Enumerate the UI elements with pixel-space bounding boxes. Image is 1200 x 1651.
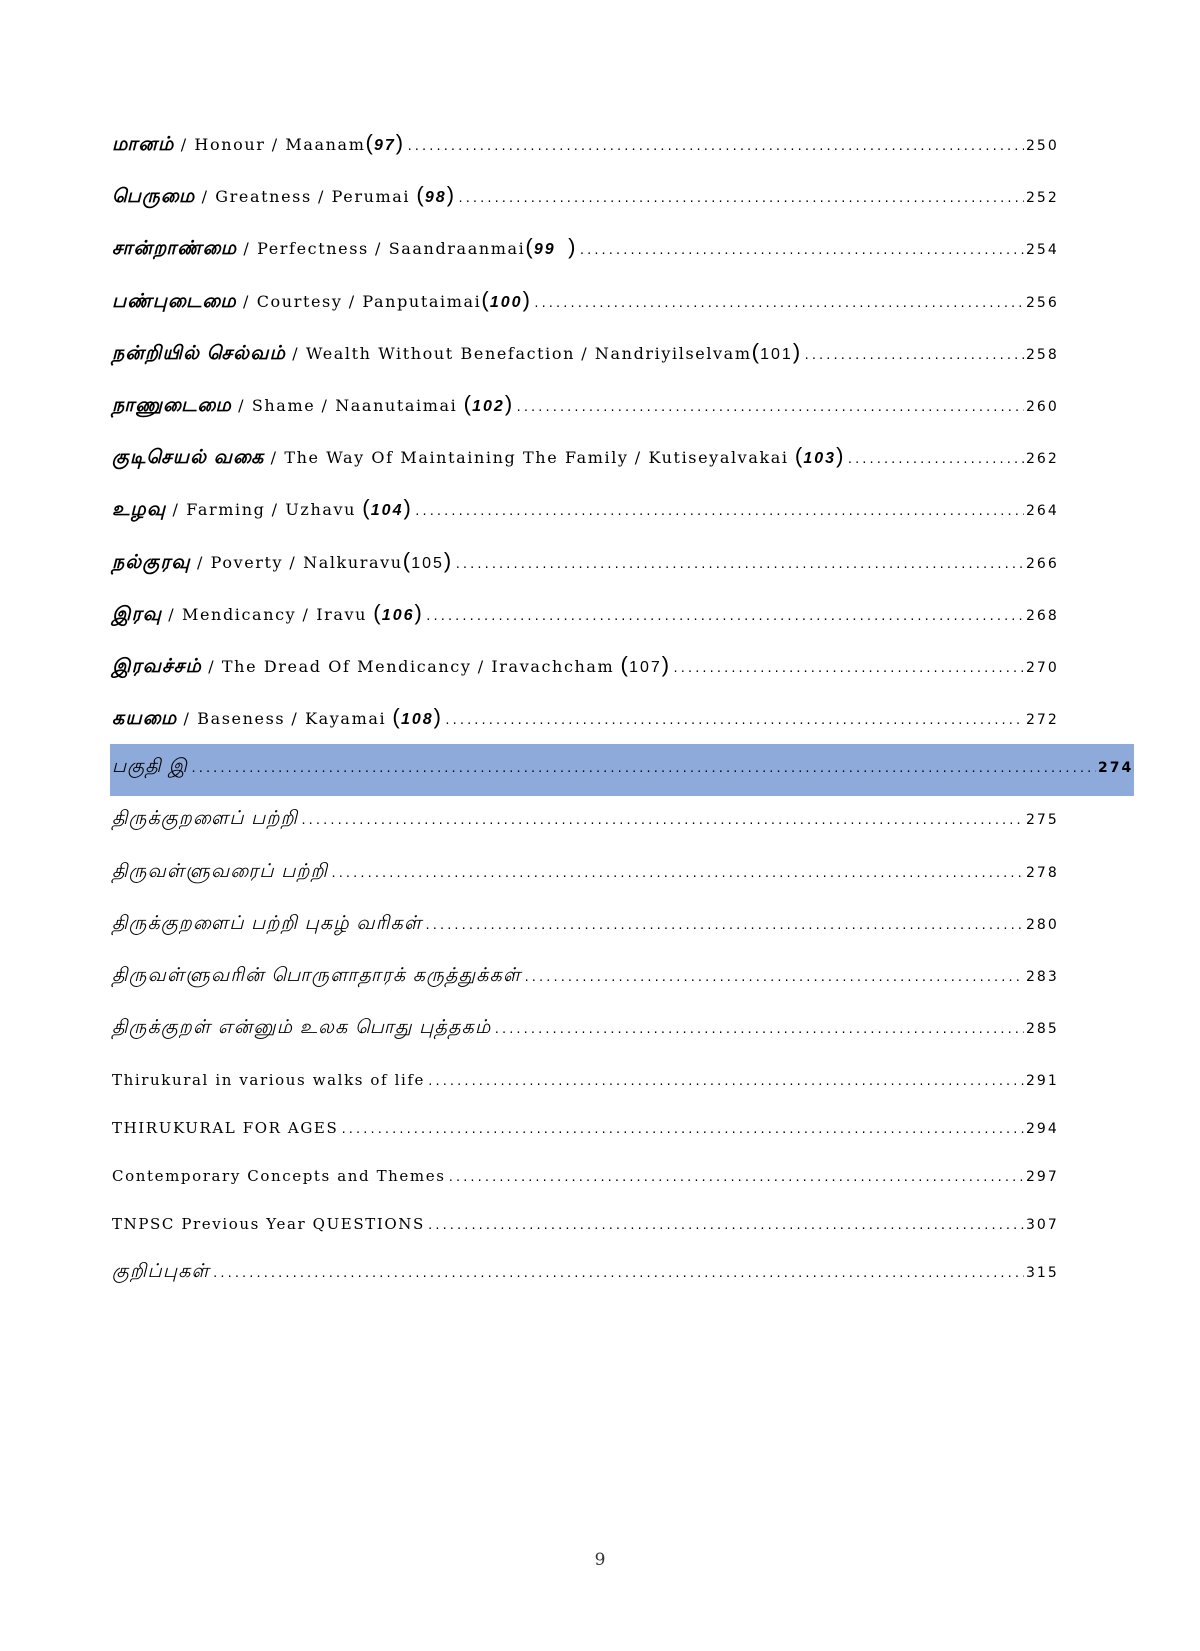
toc-appendix-entry[interactable] [112, 953, 1062, 1005]
toc-entry-title: இரவு / Mendicancy / Iravu (106) [112, 599, 424, 625]
english-title: Perfectness [257, 239, 369, 259]
dot-leader [494, 1023, 1024, 1036]
toc-appendix-entry[interactable] [112, 1005, 1062, 1057]
english-title: Farming [186, 500, 266, 520]
tamil-title: குடிசெயல் வகை [112, 447, 265, 469]
page-number: 268 [1026, 607, 1059, 624]
appendix-title: திருவள்ளுவரின் பொருளாதாரக் கருத்துக்கள் [112, 965, 522, 986]
toc-entry-99[interactable] [112, 222, 1062, 274]
toc-entry-title: குடிசெயல் வகை / The Way Of Maintaining The Family / Kutiseyalvakai (103) [112, 443, 845, 469]
english-title: Poverty [210, 552, 284, 572]
chapter-number: 108 [400, 711, 434, 729]
toc-appendix-entry[interactable] [112, 1249, 1062, 1301]
dot-leader [444, 714, 1024, 727]
chapter-number: 100 [489, 293, 523, 311]
dot-leader [448, 1171, 1024, 1184]
english-title: The Way Of Maintaining The Family [284, 448, 629, 468]
tamil-title: மானம் [112, 134, 175, 155]
dot-leader [427, 1075, 1024, 1088]
appendix-title: TNPSC Previous Year QUESTIONS [112, 1215, 425, 1234]
toc-entry-title: பண்புடைமை / Courtesy / Panputaimai(100) [112, 286, 532, 312]
toc-appendix-entry[interactable] [112, 849, 1062, 901]
page-number: 275 [1026, 812, 1059, 829]
page-number: 260 [1026, 398, 1059, 415]
toc-entry-102[interactable] [112, 379, 1062, 431]
toc-entry-107[interactable] [112, 640, 1062, 692]
toc-entry-title: கயமை / Baseness / Kayamai (108) [112, 704, 443, 730]
toc-entry-105[interactable] [112, 536, 1062, 588]
english-title: Shame [251, 395, 316, 415]
page-number: 315 [1026, 1265, 1059, 1282]
english-title: Courtesy [256, 291, 343, 311]
page-number: 252 [1026, 190, 1059, 207]
transliteration: Maanam [285, 135, 366, 154]
tamil-title: உழவு [112, 499, 167, 521]
toc-entry-98[interactable] [112, 170, 1062, 222]
dot-leader [803, 349, 1024, 362]
toc-appendix-entry[interactable] [112, 1105, 1062, 1153]
toc-entry-97[interactable] [112, 118, 1062, 170]
chapter-number: 104 [370, 502, 404, 520]
toc-entry-title: பெருமை / Greatness / Perumai (98) [112, 182, 456, 208]
page-number: 283 [1026, 969, 1059, 985]
toc-appendix-entry[interactable] [112, 1057, 1062, 1105]
dot-leader [427, 1219, 1024, 1232]
chapter-number: 105 [411, 554, 444, 572]
appendix-title: திருக்குறளைப் பற்றி புகழ் வரிகள் [112, 912, 423, 934]
tamil-title: இரவச்சம் [112, 655, 203, 677]
page-number: 266 [1026, 555, 1059, 572]
toc-entry-title: நாணுடைமை / Shame / Naanutaimai (102) [112, 390, 514, 416]
chapter-number: 107 [629, 658, 662, 676]
toc-section-header[interactable] [110, 744, 1134, 796]
transliteration: Perumai [331, 187, 411, 207]
toc-appendix-entry[interactable] [112, 1153, 1062, 1201]
toc-entry-101[interactable] [112, 327, 1062, 379]
english-title: Honour [194, 135, 266, 154]
chapter-number: 99 [533, 241, 556, 259]
page-number: 280 [1026, 916, 1059, 933]
chapter-number: 101 [760, 345, 793, 363]
appendix-title: Contemporary Concepts and Themes [112, 1167, 446, 1186]
transliteration: Iravu [316, 604, 368, 624]
tamil-title: இரவு [112, 603, 163, 625]
page-number: 291 [1026, 1073, 1059, 1090]
chapter-number: 97 [374, 137, 396, 154]
transliteration: Naanutaimai [335, 395, 458, 415]
page-number: 250 [1026, 138, 1059, 154]
toc-entry-108[interactable] [112, 692, 1062, 744]
toc-entry-106[interactable] [112, 588, 1062, 640]
toc-entry-title: சான்றாண்மை / Perfectness / Saandraanmai(99 ) [112, 234, 577, 260]
toc-entry-100[interactable] [112, 275, 1062, 327]
page-number: 278 [1026, 864, 1059, 881]
table-of-contents [112, 118, 1134, 1302]
dot-leader [340, 1123, 1024, 1136]
page-number: 262 [1026, 451, 1059, 468]
dot-leader [330, 867, 1024, 880]
page-number: 294 [1026, 1121, 1059, 1138]
appendix-title: THIRUKURAL FOR AGES [112, 1119, 339, 1138]
chapter-number: 98 [424, 189, 447, 207]
chapter-number: 102 [472, 397, 505, 415]
tamil-title: நாணுடைமை [112, 394, 232, 416]
dot-leader [515, 401, 1024, 414]
section-title-text: பகுதி இ [112, 756, 189, 778]
dot-leader [523, 971, 1024, 984]
dot-leader [454, 558, 1024, 571]
chapter-number: 106 [381, 606, 415, 624]
dot-leader [672, 662, 1024, 675]
english-title: Greatness [215, 187, 312, 207]
transliteration: Saandraanmai [388, 239, 526, 259]
transliteration: Nalkuravu [303, 552, 403, 572]
tamil-title: நன்றியில் செல்வம் [112, 342, 287, 364]
transliteration: Iravachcham [491, 656, 615, 676]
toc-entry-title: நன்றியில் செல்வம் / Wealth Without Benefaction / Nandriyilselvam(101) [112, 338, 802, 364]
page-number: 285 [1026, 1021, 1059, 1038]
appendix-title: குறிப்புகள் [112, 1261, 210, 1283]
dot-leader [533, 297, 1024, 310]
dot-leader [300, 814, 1024, 827]
dot-leader [579, 244, 1024, 257]
page-number: 307 [1026, 1217, 1059, 1234]
appendix-title: திருக்குறள் என்னும் உலக பொது புத்தகம் [112, 1017, 492, 1039]
dot-leader [425, 610, 1024, 623]
page-number: 254 [1026, 242, 1059, 259]
toc-appendix-entry[interactable] [112, 796, 1062, 848]
appendix-title: திருக்குறளைப் பற்றி [112, 808, 299, 830]
dot-leader [847, 453, 1024, 466]
dot-leader [457, 192, 1024, 205]
transliteration: Nandriyilselvam [594, 343, 752, 363]
dot-leader [424, 919, 1024, 932]
section-title [112, 756, 188, 780]
page-number: 258 [1026, 346, 1059, 363]
english-title: Mendicancy [181, 604, 297, 624]
toc-entry-title: இரவச்சம் / The Dread Of Mendicancy / Iravachcham (107) [112, 651, 671, 677]
tamil-title: கயமை [112, 708, 178, 730]
chapter-number: 103 [803, 450, 837, 468]
toc-entry-103[interactable] [112, 431, 1062, 483]
page-number: 270 [1026, 659, 1059, 676]
page-number: 297 [1026, 1169, 1059, 1186]
english-title: The Dread Of Mendicancy [221, 656, 472, 676]
dot-leader [406, 140, 1024, 153]
page-number: 264 [1026, 503, 1059, 520]
english-title: Wealth Without Benefaction [305, 343, 576, 363]
toc-appendix-entry[interactable] [112, 901, 1062, 953]
toc-entry-title: மானம் / Honour / Maanam(97) [112, 130, 405, 155]
transliteration: Uzhavu [285, 500, 357, 520]
toc-appendix-entry[interactable] [112, 1201, 1062, 1249]
english-title: Baseness [197, 709, 286, 729]
page-number: 274 [1098, 760, 1134, 777]
appendix-title: Thirukural in various walks of life [112, 1071, 425, 1090]
footer-page-number: 9 [594, 1550, 606, 1570]
tamil-title: சான்றாண்மை [112, 238, 238, 260]
transliteration: Kayamai [305, 709, 387, 729]
page-number: 256 [1026, 294, 1059, 311]
dot-leader [190, 762, 1096, 775]
page-number: 272 [1026, 712, 1059, 729]
tamil-title: பண்புடைமை [112, 290, 237, 312]
dot-leader [212, 1267, 1024, 1280]
toc-entry-104[interactable] [112, 483, 1062, 535]
toc-entry-title: நல்குரவு / Poverty / Nalkuravu(105) [112, 547, 453, 573]
appendix-title: திருவள்ளுவரைப் பற்றி [112, 860, 329, 882]
transliteration: Panputaimai [362, 291, 482, 311]
tamil-title: பெருமை [112, 186, 196, 208]
transliteration: Kutiseyalvakai [648, 448, 789, 468]
toc-entry-title: உழவு / Farming / Uzhavu (104) [112, 495, 413, 521]
dot-leader [414, 505, 1024, 518]
tamil-title: நல்குரவு [112, 551, 191, 573]
